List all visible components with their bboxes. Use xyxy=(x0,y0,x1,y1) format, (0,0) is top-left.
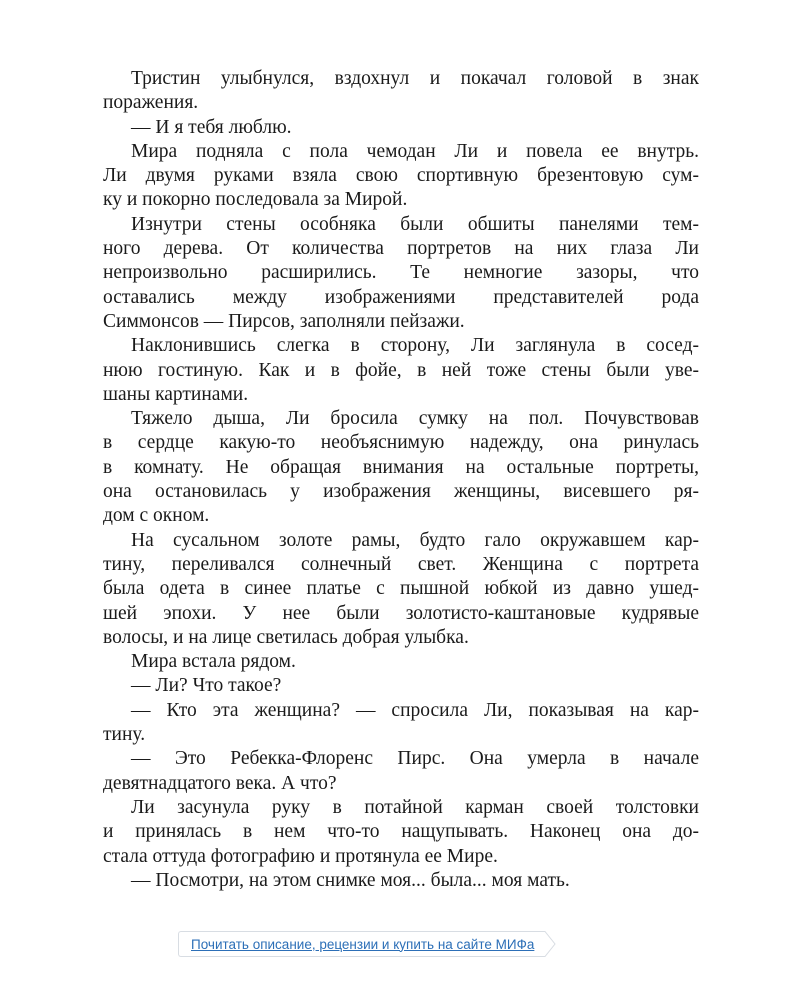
text-line: волосы, и на лице светилась добрая улыбка. xyxy=(103,626,469,648)
text-line: оставались между изображениями представителей рода xyxy=(103,286,699,308)
text-line: непроизвольно расширились. Те немногие зазоры, что xyxy=(103,262,699,284)
text-line: Ли засунула руку в потайной карман своей толстовки xyxy=(131,796,699,818)
text-line: она остановилась у изображения женщины, висевшего ря- xyxy=(103,481,699,503)
text-line: — Ли? Что такое? xyxy=(131,675,282,697)
text-line: ного дерева. От количества портретов на них глаза Ли xyxy=(103,238,699,260)
store-link-box[interactable] xyxy=(178,931,540,957)
book-page-text xyxy=(103,67,699,893)
text-line: стала оттуда фотографию и протянула ее Мире. xyxy=(103,845,498,867)
text-line: — И я тебя люблю. xyxy=(131,116,292,138)
text-line: тину. xyxy=(103,724,146,746)
chevron-right-icon xyxy=(540,931,556,957)
text-line: девятнадцатого века. А что? xyxy=(103,772,337,794)
text-line: в комнату. Не обращая внимания на остальные портреты, xyxy=(103,456,699,478)
text-line: Мира встала рядом. xyxy=(131,651,296,673)
text-line: тину, переливался солнечный свет. Женщина с портрета xyxy=(103,553,699,575)
text-line: — Кто эта женщина? — спросила Ли, показывая на кар- xyxy=(131,699,699,721)
text-lines xyxy=(103,67,699,893)
text-line: Тяжело дыша, Ли бросила сумку на пол. Почувствовав xyxy=(131,408,699,430)
text-line: и принялась в нем что-то нащупывать. Наконец она до- xyxy=(103,821,699,843)
text-line: — Посмотри, на этом снимке моя... была... моя мать. xyxy=(131,869,570,891)
text-line: в сердце какую-то необъяснимую надежду, она ринулась xyxy=(103,432,699,454)
text-line: ку и покорно последовала за Мирой. xyxy=(103,189,408,211)
text-line: шаны картинами. xyxy=(103,383,249,405)
store-link[interactable]: Почитать описание, рецензии и купить на сайте МИФа xyxy=(191,936,535,952)
text-line: была одета в синее платье с пышной юбкой из давно ушед- xyxy=(103,578,699,600)
text-line: нюю гостиную. Как и в фойе, в ней тоже стены были уве- xyxy=(103,359,699,381)
text-line: Наклонившись слегка в сторону, Ли заглянула в сосед- xyxy=(131,335,699,357)
text-line: шей эпохи. У нее были золотисто-каштановые кудрявые xyxy=(103,602,699,624)
text-line: дом с окном. xyxy=(103,505,210,527)
text-line: Ли двумя руками взяла свою спортивную брезентовую сум- xyxy=(103,165,699,187)
text-line: — Это Ребекка-Флоренс Пирс. Она умерла в начале xyxy=(131,748,699,770)
text-line: На сусальном золоте рамы, будто гало окружавшем кар- xyxy=(131,529,699,551)
text-line: Симмонсов — Пирсов, заполняли пейзажи. xyxy=(103,310,465,332)
store-link-bar[interactable] xyxy=(178,931,622,957)
text-line: Изнутри стены особняка были обшиты панелями тем- xyxy=(131,213,699,235)
text-line: Тристин улыбнулся, вздохнул и покачал головой в знак xyxy=(131,68,699,89)
text-line: Мира подняла с пола чемодан Ли и повела ее внутрь. xyxy=(131,140,699,162)
text-line: поражения. xyxy=(103,92,199,114)
